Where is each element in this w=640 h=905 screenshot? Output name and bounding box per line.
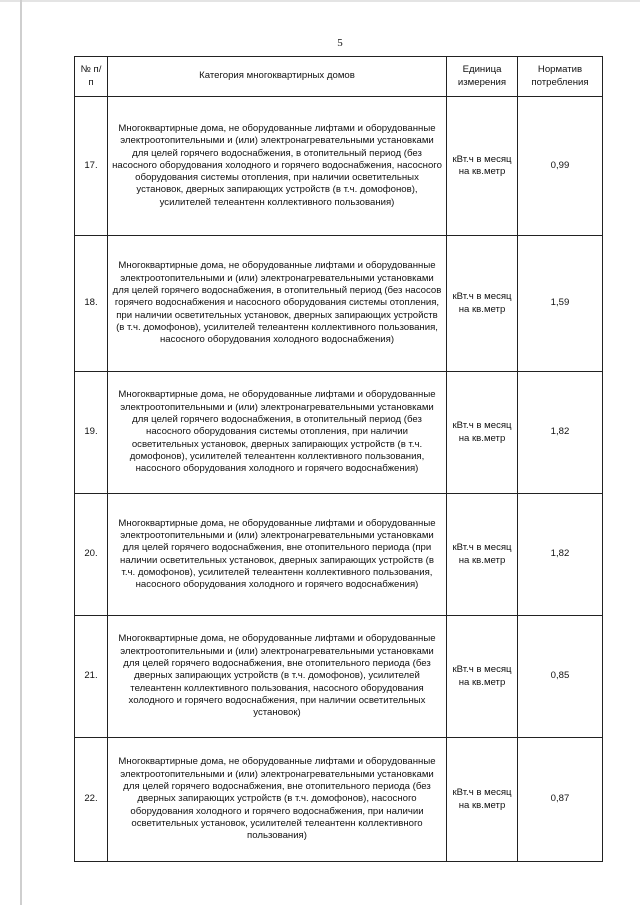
header-category: Категория многоквартирных домов [108, 57, 447, 97]
header-unit: Единица измерения [447, 57, 518, 97]
table-row [75, 372, 603, 494]
row-norm: 1,59 [518, 236, 603, 372]
row-unit: кВт.ч в месяц на кв.метр [447, 236, 518, 372]
table-row [75, 616, 603, 738]
row-num: 18. [75, 236, 108, 372]
row-unit: кВт.ч в месяц на кв.метр [447, 494, 518, 616]
table-header-row [75, 57, 603, 97]
row-category: Многоквартирные дома, не оборудованные лифтами и оборудованные электроотопительными и (или) электронагревательными установками для целей горячего водоснабжения, вне отопительного периода (при наличии осветительных установок, дверных запирающих устройств (в т.ч. домофонов), усилителей телеантенн коллективного пользования, насосного оборудования холодного и горячего водоснабжения) [108, 494, 447, 616]
scan-edge-left [20, 0, 22, 905]
row-category: Многоквартирные дома, не оборудованные лифтами и оборудованные электроотопительными и (или) электронагревательными установками для целей горячего водоснабжения, в отопительный период (без насосов горячего водоснабжения и насосного оборудования системы отопления, при наличии осветительных установок, дверных запирающих устройств (в т.ч. домофонов), усилителей телеантенн коллективного пользования, насосного оборудования холодного водоснабжения) [108, 236, 447, 372]
row-num: 20. [75, 494, 108, 616]
row-num: 19. [75, 372, 108, 494]
row-category: Многоквартирные дома, не оборудованные лифтами и оборудованные электроотопительными и (или) электронагревательными установками для целей горячего водоснабжения, вне отопительного периода (без дверных запирающих устройств (в т.ч. домофонов), насосного оборудования холодного и горячего водоснабжения, при наличии осветительных установок, усилителей телеантенн коллективного пользования) [108, 738, 447, 862]
header-norm: Норматив потребления [518, 57, 603, 97]
table-row [75, 97, 603, 236]
row-category: Многоквартирные дома, не оборудованные лифтами и оборудованные электроотопительными и (или) электронагревательными установками для целей горячего водоснабжения, в отопительный период (без насосного оборудования системы отопления, при наличии осветительных установок, дверных запирающих устройств (в т.ч. домофонов), усилителей телеантенн коллективного пользования, насосного оборудования холодного и горячего водоснабжения) [108, 372, 447, 494]
row-unit: кВт.ч в месяц на кв.метр [447, 738, 518, 862]
row-norm: 1,82 [518, 372, 603, 494]
row-category: Многоквартирные дома, не оборудованные лифтами и оборудованные электроотопительными и (или) электронагревательными установками для целей горячего водоснабжения, вне отопительного периода (без дверных запирающих устройств (в т.ч. домофонов), усилителей телеантенн коллективного пользования, насосного оборудования холодного и горячего водоснабжения, при наличии осветительных установок) [108, 616, 447, 738]
row-category: Многоквартирные дома, не оборудованные лифтами и оборудованные электроотопительными и (или) электронагревательными установками для целей горячего водоснабжения, в отопительный период (без насосного оборудования холодного и горячего водоснабжения, насосного оборудования системы отопления, при наличии осветительных установок, дверных запирающих устройств (в т.ч. домофонов), усилителей телеантенн коллективного пользования) [108, 97, 447, 236]
table-row [75, 236, 603, 372]
page-number: 5 [337, 37, 343, 49]
row-norm: 0,85 [518, 616, 603, 738]
row-unit: кВт.ч в месяц на кв.метр [447, 97, 518, 236]
row-num: 21. [75, 616, 108, 738]
norms-table [74, 56, 603, 862]
row-num: 17. [75, 97, 108, 236]
row-norm: 0,87 [518, 738, 603, 862]
table-row [75, 738, 603, 862]
header-num: № п/п [75, 57, 108, 97]
row-norm: 1,82 [518, 494, 603, 616]
row-unit: кВт.ч в месяц на кв.метр [447, 372, 518, 494]
row-unit: кВт.ч в месяц на кв.метр [447, 616, 518, 738]
scan-edge-top [0, 0, 640, 2]
row-num: 22. [75, 738, 108, 862]
row-norm: 0,99 [518, 97, 603, 236]
table-row [75, 494, 603, 616]
